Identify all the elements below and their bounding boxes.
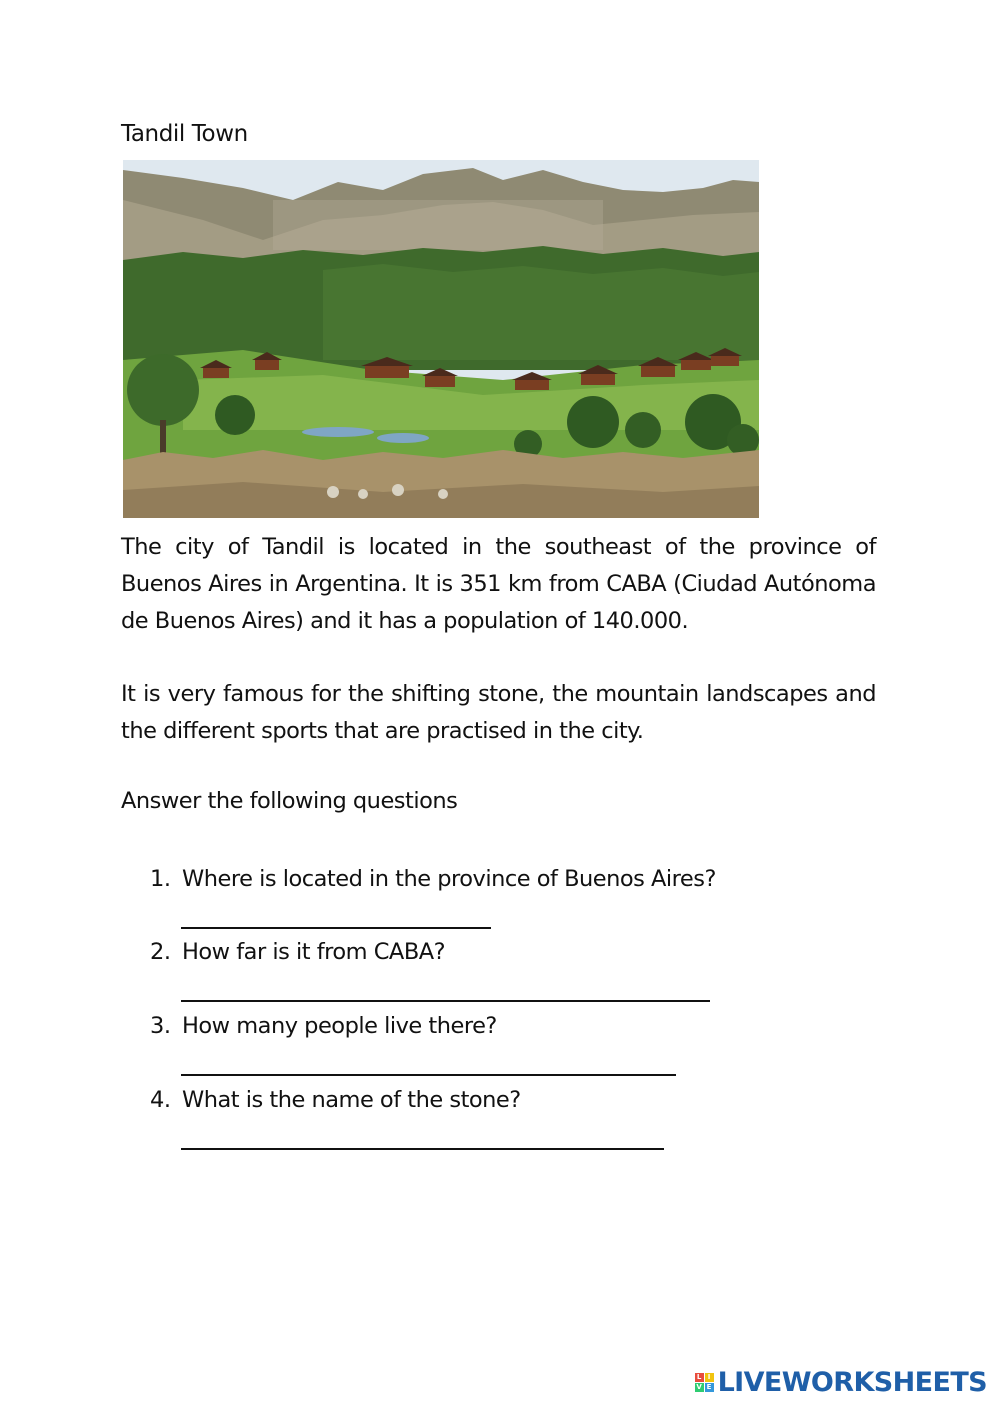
cabin <box>255 360 279 370</box>
question-item <box>150 866 716 892</box>
cabin <box>711 356 739 366</box>
logo-tile: I <box>705 1373 714 1382</box>
logo-tile: L <box>695 1373 704 1382</box>
tree <box>215 395 255 435</box>
liveworksheets-logo-icon <box>695 1373 714 1392</box>
question-number: 1. <box>150 866 171 892</box>
stone <box>392 484 404 496</box>
question-number: 3. <box>150 1013 171 1039</box>
question-item <box>150 939 445 965</box>
answer-line-3[interactable] <box>181 1074 676 1076</box>
landscape-illustration <box>123 160 759 518</box>
forest-highlight <box>323 264 759 360</box>
answer-line-1[interactable] <box>181 927 491 929</box>
stone <box>438 489 448 499</box>
logo-tile: V <box>696 1383 702 1391</box>
answer-line-2[interactable] <box>181 1000 710 1002</box>
tandil-landscape-photo <box>123 160 759 518</box>
question-number: 4. <box>150 1087 171 1113</box>
cabin <box>641 366 675 377</box>
rock-texture <box>273 200 603 250</box>
pond <box>302 427 374 437</box>
stone <box>327 486 339 498</box>
question-text: What is the name of the stone? <box>182 1087 521 1113</box>
cabin <box>681 360 711 370</box>
tree <box>625 412 661 448</box>
question-item <box>150 1087 521 1113</box>
logo-tile: E <box>705 1383 714 1392</box>
cabin <box>515 380 549 390</box>
cabin <box>581 374 615 385</box>
question-text: How far is it from CABA? <box>182 939 446 965</box>
question-item <box>150 1013 497 1039</box>
question-text: Where is located in the province of Buenos Aires? <box>182 866 716 892</box>
pond <box>377 433 429 443</box>
instructions-heading: Answer the following questions <box>121 788 458 814</box>
tree <box>127 354 199 426</box>
question-number: 2. <box>150 939 171 965</box>
tree <box>567 396 619 448</box>
cabin <box>203 368 229 378</box>
intro-paragraph: The city of Tandil is located in the southeast of the province of Buenos Aires in Argentina. It is 351 km from CABA (Ciudad Autónoma de Buenos Aires) and it has a population of 140.000. <box>121 534 876 634</box>
cabin <box>365 366 409 378</box>
cabin <box>425 376 455 387</box>
fame-paragraph: It is very famous for the shifting stone, the mountain landscapes and the different sports that are practised in the city. <box>121 681 876 744</box>
brand-name: LIVEWORKSHEETS <box>717 1367 987 1398</box>
answer-line-4[interactable] <box>181 1148 664 1150</box>
question-text: How many people live there? <box>182 1013 497 1039</box>
liveworksheets-brand <box>695 1367 987 1398</box>
stone <box>358 489 368 499</box>
page-title: Tandil Town <box>121 121 248 147</box>
